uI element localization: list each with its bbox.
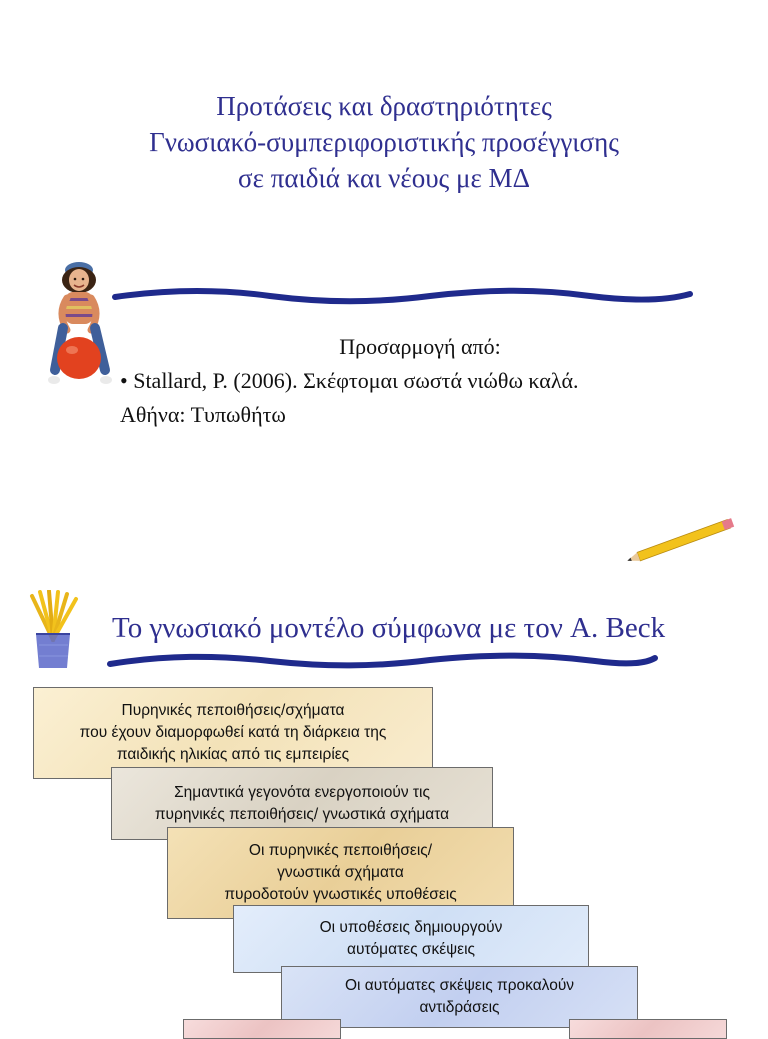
- flow-box-line: πυροδοτούν γνωστικές υποθέσεις: [224, 886, 457, 903]
- girl-on-ball-image: [45, 258, 120, 393]
- flow-box-line: πυρηνικές πεποιθήσεις/ γνωστικά σχήματα: [154, 805, 450, 823]
- title-line-1: Προτάσεις και δραστηριότητες: [216, 91, 552, 121]
- decorative-wave-line-2: [105, 650, 660, 672]
- flow-box-automatic-thoughts: [233, 905, 589, 973]
- flow-box-partial-right: [569, 1019, 727, 1039]
- flow-box-partial-left: [183, 1019, 341, 1039]
- flow-box-line: παιδικής ηλικίας από τις εμπειρίες: [116, 746, 350, 763]
- flow-box-line: Οι υποθέσεις δημιουργούν: [319, 919, 503, 936]
- source-publisher: Αθήνα: Τυπωθήτω: [120, 402, 286, 427]
- source-heading: Προσαρμογή από:: [339, 334, 501, 359]
- beck-model-title: Το γνωσιακό μοντέλο σύμφωνα με τον A. Beck: [112, 612, 666, 644]
- pencil-cup-icon: [22, 590, 84, 672]
- source-block: [120, 330, 740, 432]
- title-line-2: Γνωσιακό-συμπεριφοριστικής προσέγγισης: [149, 127, 619, 157]
- flow-box-line: αντιδράσεις: [419, 999, 500, 1016]
- slide-title: [0, 88, 768, 196]
- title-line-3: σε παιδιά και νέους με ΜΔ: [238, 163, 530, 193]
- flow-box-line: Πυρηνικές πεποιθήσεις/σχήματα: [121, 702, 345, 719]
- decorative-wave-line-1: [110, 285, 695, 307]
- pencil-icon: [622, 518, 744, 564]
- flow-box-line: αυτόματες σκέψεις: [347, 941, 475, 958]
- flow-box-line: που έχουν διαμορφωθεί κατά τη διάρκεια της: [79, 724, 387, 741]
- flow-box-core-beliefs: [33, 687, 433, 779]
- flow-box-line: γνωστικά σχήματα: [277, 864, 404, 881]
- flow-box-line: Οι πυρηνικές πεποιθήσεις/: [248, 842, 433, 859]
- source-citation: • Stallard, P. (2006). Σκέφτομαι σωστά νιώθω καλά.: [120, 368, 579, 393]
- flow-box-line: Οι αυτόματες σκέψεις προκαλούν: [344, 977, 575, 994]
- flow-box-line: Σημαντικά γεγονότα ενεργοποιούν τις: [174, 783, 430, 801]
